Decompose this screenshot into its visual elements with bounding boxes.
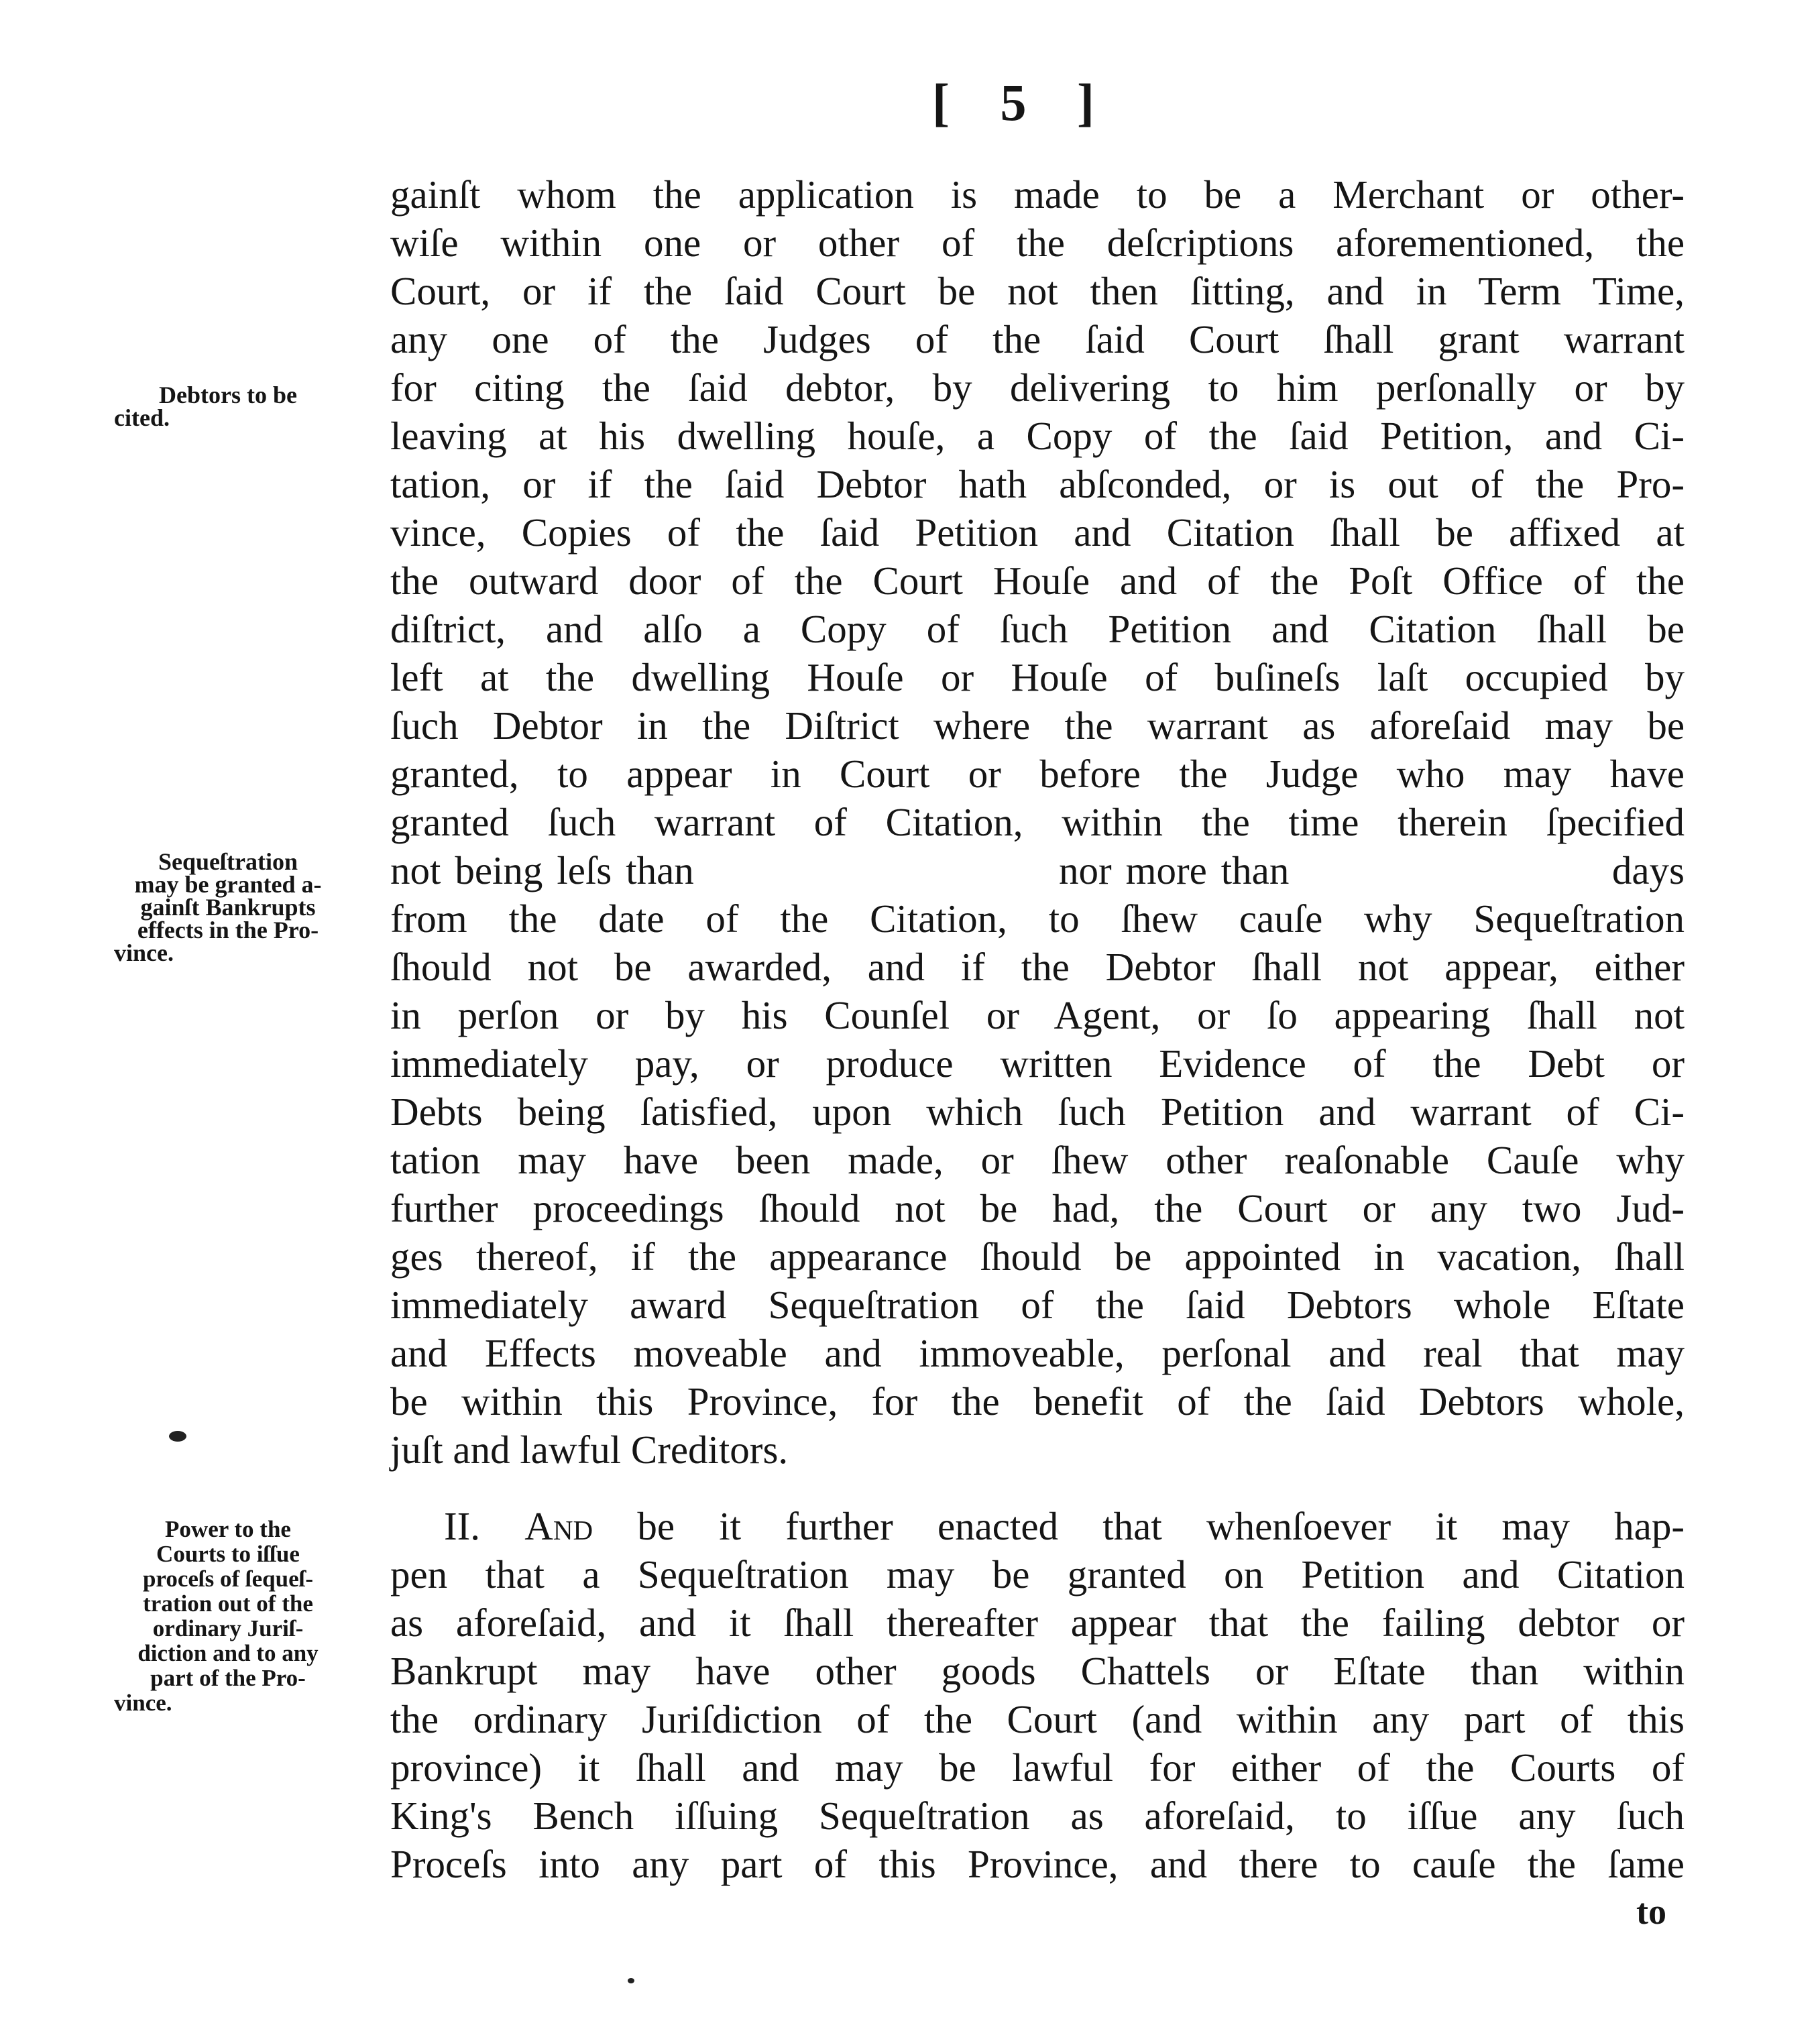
text-line: in perſon or by his Counſel or Agent, or ſo appearing ſhall not — [390, 993, 1685, 1037]
margin-note-line: cited. — [114, 404, 170, 431]
text-line: Bankrupt may have other goods Chattels or Eſtate than within — [390, 1649, 1685, 1693]
text-line: as aforeſaid, and it ſhall thereafter appear that the failing debtor or — [390, 1601, 1685, 1645]
margin-note-line: Debtors to be — [159, 382, 297, 408]
text-line: province) it ſhall and may be lawful for either of the Courts of — [390, 1745, 1685, 1790]
margin-note-line: ordinary Juriſ- — [152, 1615, 304, 1641]
section-first-line-rest: be it further enacted that whenſoever it may hap- — [637, 1504, 1685, 1548]
catchword: to — [1636, 1892, 1666, 1932]
text-line: gainſt whom the application is made to be a Merchant or other- — [390, 172, 1685, 217]
text-line: pen that a Sequeſtration may be granted on Petition and Citation — [390, 1552, 1685, 1597]
paragraph-2 — [390, 1502, 1685, 1888]
margin-note-line: may be granted a- — [134, 871, 322, 898]
margin-note-line: tration out of the — [143, 1590, 313, 1617]
text-line: tation may have been made, or ſhew other reaſonable Cauſe why — [390, 1138, 1685, 1182]
margin-note-line: part of the Pro- — [150, 1665, 306, 1691]
section-lead-word: And — [524, 1504, 593, 1548]
text-line: granted, to appear in Court or before the Judge who may have — [390, 752, 1685, 796]
margin-note-line: vince. — [114, 1690, 172, 1716]
text-line: not being leſs than nor more than days — [390, 848, 1685, 892]
margin-note-line: effects in the Pro- — [137, 917, 319, 943]
text-line: vince, Copies of the ſaid Petition and Citation ſhall be affixed at — [390, 510, 1685, 555]
margin-note-sequestration — [87, 850, 369, 964]
text-line-first — [390, 1502, 1685, 1550]
text-line: ſhould not be awarded, and if the Debtor ſhall not appear, either — [390, 945, 1685, 989]
margin-note-line: Power to the — [165, 1516, 291, 1542]
text-line: further proceedings ſhould not be had, the Court or any two Jud- — [390, 1186, 1685, 1230]
section-numeral: II. — [444, 1504, 481, 1548]
text-line: immediately pay, or produce written Evidence of the Debt or — [390, 1041, 1685, 1086]
text-line: juſt and lawful Creditors. — [390, 1428, 789, 1472]
text-line: Debts being ſatisfied, upon which ſuch Petition and warrant of Ci- — [390, 1090, 1685, 1134]
text-line: diſtrict, and alſo a Copy of ſuch Petition and Citation ſhall be — [390, 607, 1685, 651]
margin-note-line: vince. — [114, 939, 174, 966]
paragraph-1 — [390, 170, 1685, 1474]
text-line: granted ſuch warrant of Citation, within the time therein ſpecified — [390, 800, 1685, 844]
margin-note-debtors-cited — [87, 384, 369, 429]
margin-note-power-to-courts — [87, 1517, 369, 1715]
text-line: Court, or if the ſaid Court be not then ſitting, and in Term Time, — [390, 269, 1685, 313]
text-line: and Effects moveable and immoveable, perſonal and real that may — [390, 1331, 1685, 1375]
text-line: from the date of the Citation, to ſhew cauſe why Sequeſtration — [390, 896, 1685, 941]
text-line: left at the dwelling Houſe or Houſe of buſineſs laſt occupied by — [390, 655, 1685, 699]
margin-note-line: proceſs of ſequeſ- — [142, 1566, 314, 1592]
ink-blot — [169, 1431, 186, 1442]
margin-note-line: diction and to any — [137, 1640, 319, 1666]
text-line: the ordinary Juriſdiction of the Court (and within any part of this — [390, 1697, 1685, 1741]
text-line: be within this Province, for the benefit of the ſaid Debtors whole, — [390, 1379, 1685, 1424]
text-line: the outward door of the Court Houſe and of the Poſt Office of the — [390, 559, 1685, 603]
margin-note-line: Sequeſtration — [158, 848, 298, 875]
ink-speck — [628, 1978, 634, 1983]
text-line: Proceſs into any part of this Province, and there to cauſe the ſame — [390, 1842, 1685, 1886]
page-number: [ 5 ] — [932, 73, 1113, 131]
text-line: ges thereof, if the appearance ſhould be appointed in vacation, ſhall — [390, 1234, 1685, 1279]
margin-note-line: gainſt Bankrupts — [140, 894, 316, 921]
text-line: any one of the Judges of the ſaid Court ſhall grant warrant — [390, 317, 1685, 361]
text-line: immediately award Sequeſtration of the ſaid Debtors whole Eſtate — [390, 1283, 1685, 1327]
text-line: King's Bench iſſuing Sequeſtration as aforeſaid, to iſſue any ſuch — [390, 1794, 1685, 1838]
text-line: wiſe within one or other of the deſcriptions aforementioned, the — [390, 221, 1685, 265]
margin-note-line: Courts to iſſue — [156, 1541, 300, 1567]
text-line: ſuch Debtor in the Diſtrict where the warrant as aforeſaid may be — [390, 703, 1685, 748]
text-line: tation, or if the ſaid Debtor hath abſconded, or is out of the Pro- — [390, 462, 1685, 506]
text-line: leaving at his dwelling houſe, a Copy of the ſaid Petition, and Ci- — [390, 414, 1685, 458]
text-line: for citing the ſaid debtor, by delivering to him perſonally or by — [390, 365, 1685, 410]
